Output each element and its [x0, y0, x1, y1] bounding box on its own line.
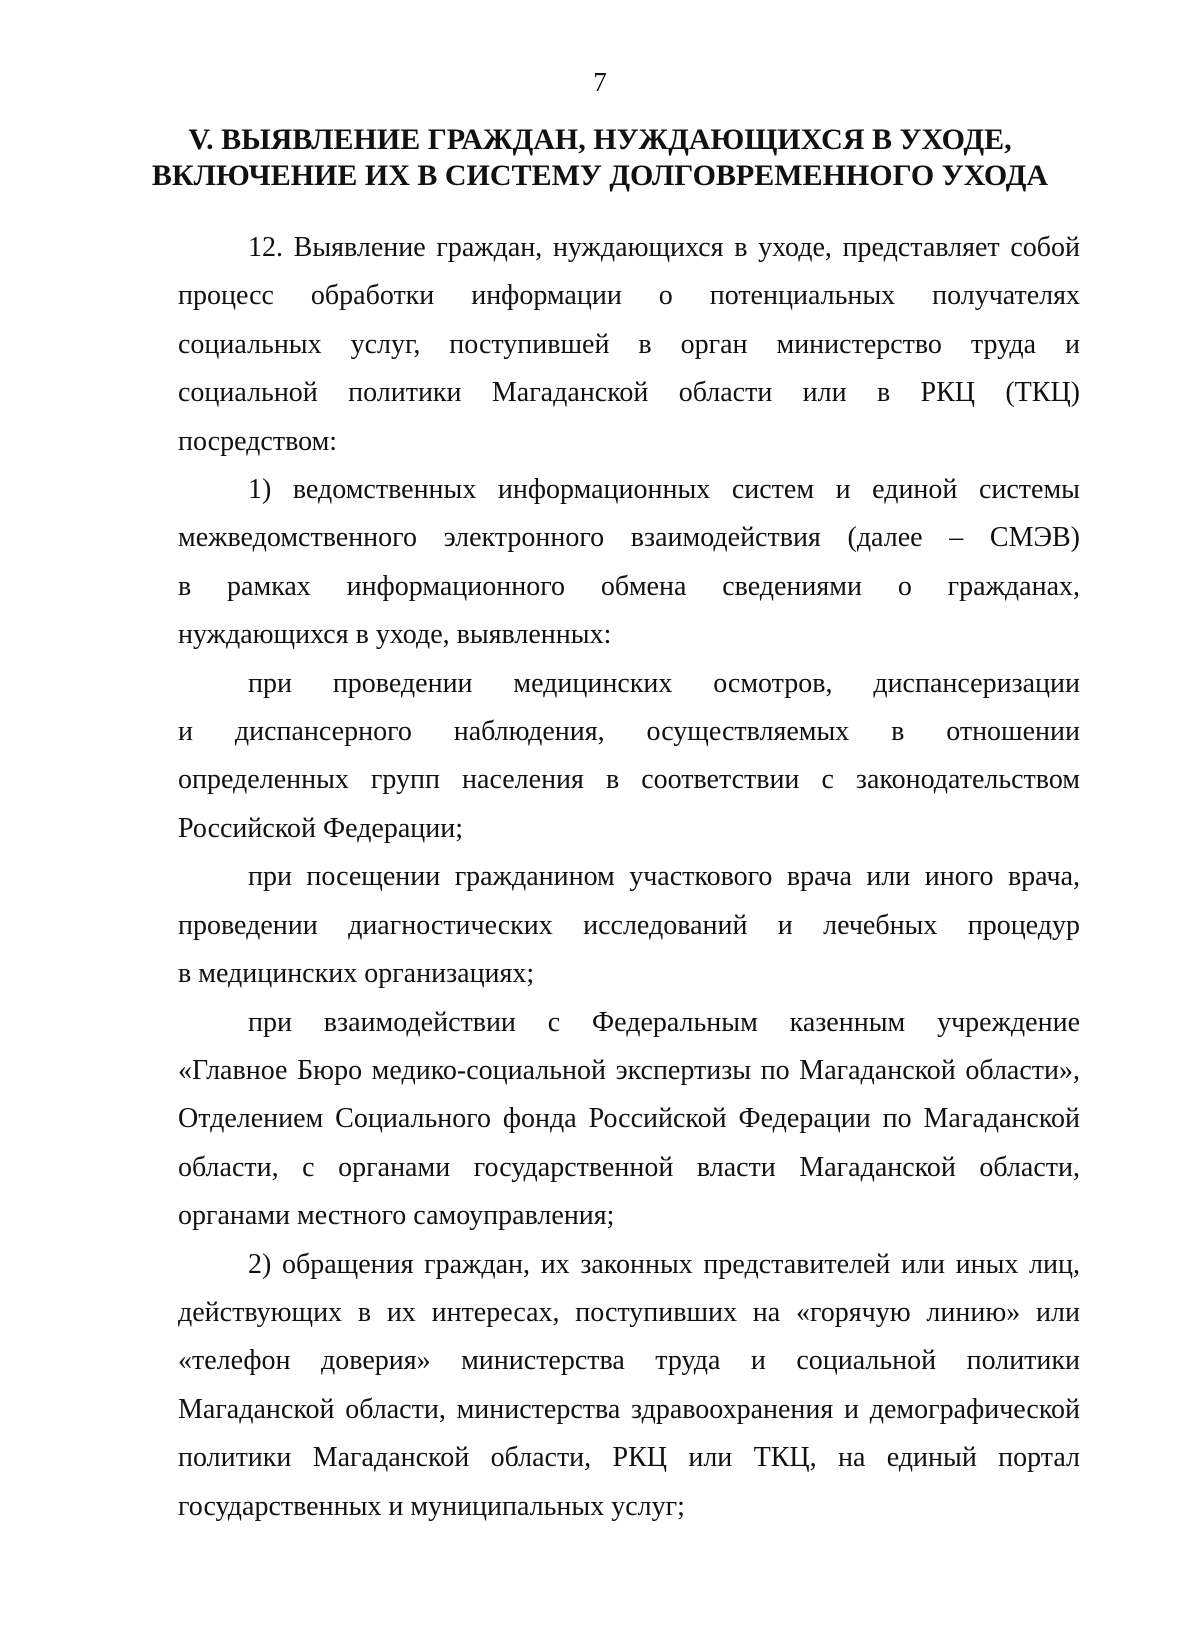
paragraph-line: 12. Выявление граждан, нуждающихся в уходе, представляет собой — [248, 232, 1080, 263]
paragraph — [178, 660, 1080, 854]
paragraph-line: в рамках информационного обмена сведениями о гражданах, — [178, 570, 1080, 602]
paragraph-line: при взаимодействии с Федеральным казенным учреждение — [248, 1006, 1080, 1038]
paragraph-line: и диспансерного наблюдения, осуществляемых в отношении — [178, 716, 1080, 748]
paragraph-line: 2) обращения граждан, их законных представителей или иных лиц, — [248, 1248, 1080, 1280]
paragraph-line: определенных групп населения в соответствии с законодательством — [178, 764, 1080, 796]
paragraph-line: социальных услуг, поступившей в орган министерство труда и — [178, 328, 1080, 360]
paragraph — [178, 999, 1080, 1241]
paragraph-line: государственных и муниципальных услуг; — [178, 1490, 685, 1522]
page-number: 7 — [593, 67, 607, 97]
paragraph — [178, 1241, 1080, 1531]
document-body — [178, 224, 1080, 1531]
paragraph — [178, 853, 1080, 998]
paragraph-line: при посещении гражданином участкового врача или иного врача, — [248, 861, 1080, 893]
paragraph-line: социальной политики Магаданской области или в РКЦ (ТКЦ) — [178, 377, 1080, 409]
paragraph — [178, 466, 1080, 660]
paragraph-line: при проведении медицинских осмотров, диспансеризации — [248, 667, 1080, 699]
paragraph-line: проведении диагностических исследований и лечебных процедур — [178, 909, 1080, 941]
paragraph-line: нуждающихся в уходе, выявленных: — [178, 619, 612, 651]
paragraph-line: посредством: — [178, 425, 338, 457]
paragraph-line: Магаданской области, министерства здравоохранения и демографической — [178, 1393, 1080, 1425]
section-heading-line-2: ВКЛЮЧЕНИЕ ИХ В СИСТЕМУ ДОЛГОВРЕМЕННОГО УХОДА — [151, 159, 1049, 192]
paragraph-line: Отделением Социального фонда Российской Федерации по Магаданской — [178, 1103, 1080, 1135]
paragraph-line: в медицинских организациях; — [178, 958, 535, 990]
paragraph-line: органами местного самоуправления; — [178, 1200, 615, 1232]
section-heading — [120, 122, 1080, 194]
paragraph — [178, 224, 1080, 466]
paragraph-line: «Главное Бюро медико-социальной экспертизы по Магаданской области», — [178, 1054, 1080, 1086]
paragraph-line: политики Магаданской области, РКЦ или ТКЦ, на единый портал — [178, 1442, 1080, 1474]
section-heading-line-1: V. ВЫЯВЛЕНИЕ ГРАЖДАН, НУЖДАЮЩИХСЯ В УХОДЕ, — [188, 123, 1012, 156]
paragraph-line: Российской Федерации; — [178, 812, 464, 844]
paragraph-line: действующих в их интересах, поступивших на «горячую линию» или — [178, 1296, 1080, 1328]
paragraph-line: процесс обработки информации о потенциальных получателях — [178, 280, 1080, 312]
paragraph-line: «телефон доверия» министерства труда и социальной политики — [178, 1345, 1080, 1377]
paragraph-line: 1) ведомственных информационных систем и единой системы — [248, 474, 1080, 506]
paragraph-line: межведомственного электронного взаимодействия (далее – СМЭВ) — [178, 522, 1080, 554]
paragraph-line: области, с органами государственной власти Магаданской области, — [178, 1151, 1080, 1183]
